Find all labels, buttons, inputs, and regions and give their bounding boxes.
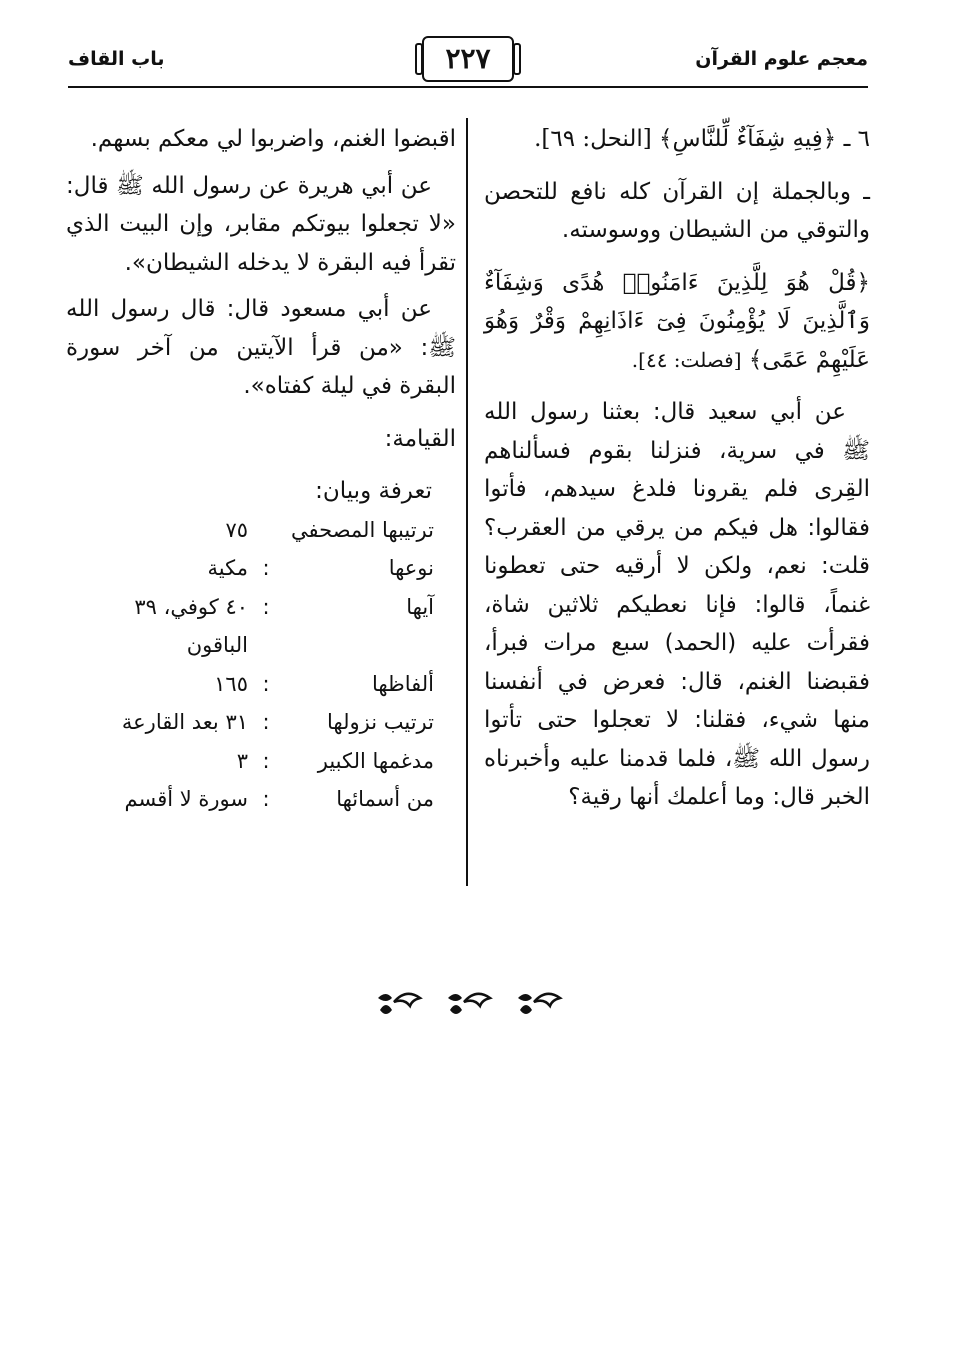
info-label: ترتيب نزولها <box>327 710 434 734</box>
info-row <box>72 588 434 627</box>
info-value: ١٦٥ <box>214 671 248 696</box>
info-label: آيها <box>406 594 434 619</box>
info-row <box>72 780 434 819</box>
info-value: ٧٥ <box>225 517 248 542</box>
info-row <box>72 511 434 550</box>
info-separator: : <box>262 710 270 734</box>
ornament-motif-icon <box>448 994 490 1014</box>
summary-paragraph: ـ وبالجملة إن القرآن كله نافع للتحصن والتوقي من الشيطان ووسوسته. <box>484 178 870 243</box>
info-label: ترتيبها المصحفي <box>291 517 434 542</box>
end-ornament <box>370 980 570 1016</box>
info-separator: : <box>262 748 270 773</box>
section-subtitle: تعرفة وبيان: <box>315 478 432 504</box>
hadith-abu-said: عن أبي سعيد قال: بعثنا رسول الله ﷺ في سرية، فنزلنا بقوم فسألناهم القِرى فلم يقرونا فلدغ سيدهم، فأتوا فقالوا: هل فيكم من يرقي من العقرب؟ قلت: نعم، ولكن لا أرقيه حتى تعطونا غنماً، قالوا: فإنا نعطيكم ثلاثين شاة، فقرأت عليه (الحمد) سبع مرات فبرأ، فقبضنا الغنم، قال: فعرض في أنفسنا منها شيء، فقلنا: لا تعجلوا حتى تأتوا رسول الله ﷺ، فلما قدمنا عليه وأخبرناه الخبر قال: وما أعلمك أنها رقية؟ <box>484 399 870 810</box>
column-divider <box>466 118 468 886</box>
info-label: من أسمائها <box>336 787 434 811</box>
info-separator <box>248 511 284 550</box>
verse-text: ﴿قُلْ هُوَ لِلَّذِينَ ءَامَنُوا۟ هُدًى وَشِفَآءٌ وَٱلَّذِينَ لَا يُؤْمِنُونَ فِىٓ ءَاذَانِهِمْ وَقْرٌ وَهُوَ عَلَيْهِمْ عَمًى﴾ <box>484 269 870 373</box>
item-6-verse: ٦ ـ ﴿فِيهِ شِفَآءٌ لِّلنَّاسِ﴾ [النحل: ٦٩]. <box>534 126 870 152</box>
info-value: ٣ <box>236 748 248 773</box>
info-value: ٣١ بعد القارعة <box>121 710 248 734</box>
page-number: ٢٢٧ <box>445 42 491 75</box>
verse-reference: [فصلت: ٤٤]. <box>631 347 742 372</box>
info-value: مكية <box>207 556 248 580</box>
info-separator <box>248 626 284 665</box>
page-number-frame <box>422 36 514 82</box>
info-value: الباقون <box>186 633 248 657</box>
info-row <box>72 742 434 781</box>
info-row <box>72 703 434 742</box>
info-label: نوعها <box>388 556 434 580</box>
hadith-abu-hurayra: عن أبي هريرة عن رسول الله ﷺ قال: «لا تجعلوا بيوتكم مقابر، وإن البيت الذي تقرأ فيه البقرة لا يدخله الشيطان». <box>66 172 456 276</box>
hadith-continuation: اقبضوا الغنم، واضربوا لي معكم بسهم. <box>90 126 456 152</box>
section-title: القيامة: <box>384 425 456 452</box>
info-row <box>72 626 434 665</box>
ornament-motif-icon <box>378 994 420 1014</box>
left-column <box>66 120 456 819</box>
info-separator: : <box>262 787 270 811</box>
header-rule <box>68 86 868 88</box>
surah-info-table <box>72 511 434 819</box>
right-column <box>484 120 870 817</box>
info-separator: : <box>262 671 270 696</box>
info-separator: : <box>262 556 270 580</box>
info-row <box>72 665 434 704</box>
chapter-title: باب القاف <box>68 48 165 70</box>
info-label: ألفاظها <box>371 671 434 696</box>
info-value: سورة لا أقسم <box>124 787 248 811</box>
info-label <box>284 626 434 665</box>
ornament-motif-icon <box>518 994 560 1014</box>
info-row <box>72 549 434 588</box>
book-title: معجم علوم القرآن <box>695 48 868 70</box>
hadith-abu-masud: عن أبي مسعود قال: قال رسول الله ﷺ: «من قرأ الآيتين من آخر سورة البقرة في ليلة كفتاه». <box>66 296 456 399</box>
info-separator: : <box>262 594 270 619</box>
info-label: مدغمها الكبير <box>317 748 434 773</box>
info-value: ٤٠ كوفي، ٣٩ <box>134 594 248 619</box>
quran-verse <box>484 264 870 380</box>
